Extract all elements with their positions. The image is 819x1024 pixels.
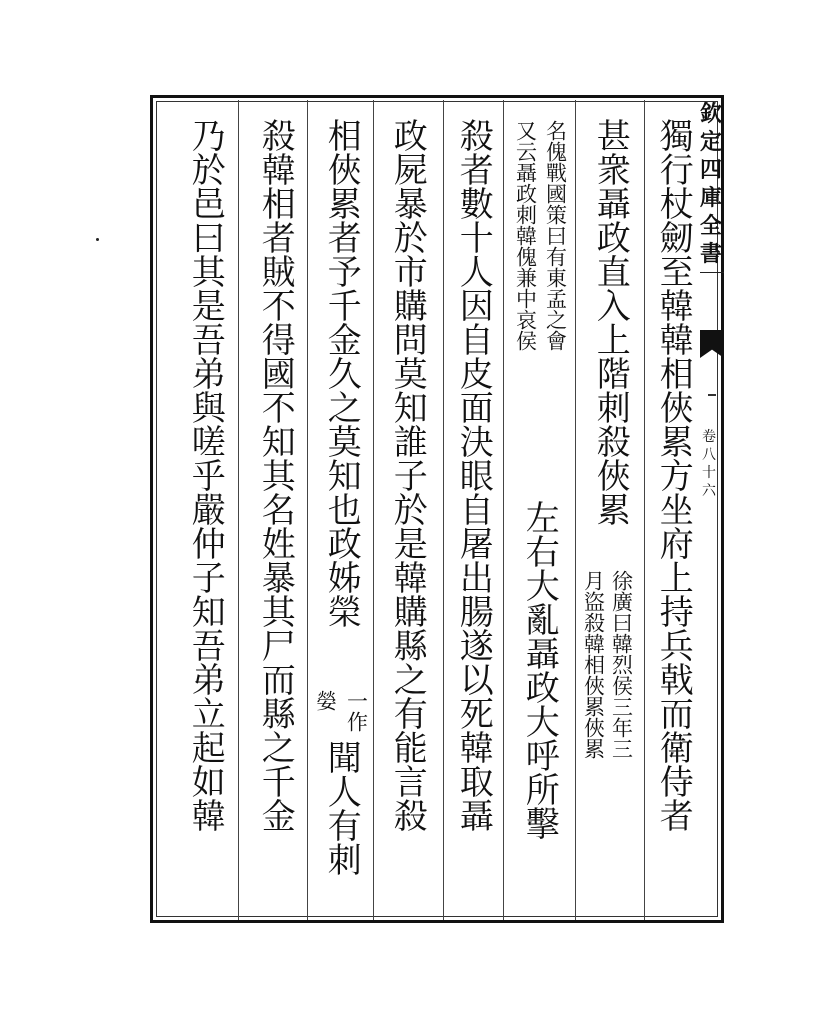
juan-number-text: 卷八十六 bbox=[702, 429, 716, 499]
note-text: 嫈 bbox=[313, 690, 338, 711]
column-rule bbox=[373, 100, 374, 920]
column-rule bbox=[238, 100, 239, 920]
column-text: 左右大亂聶政大呼所擊 bbox=[519, 500, 560, 840]
note-column bbox=[580, 570, 606, 759]
page-frame bbox=[150, 95, 724, 923]
text-column bbox=[516, 500, 562, 840]
text-column bbox=[450, 118, 496, 832]
note-column bbox=[542, 120, 568, 351]
margin-title-text: 欽定四庫全書 bbox=[700, 101, 723, 267]
column-text: 殺者數十人因自皮面決眼自屠出腸遂以死韓取聶 bbox=[453, 118, 494, 832]
text-column bbox=[318, 740, 364, 876]
juan-number bbox=[702, 428, 722, 500]
text-column bbox=[252, 118, 298, 832]
column-rule bbox=[503, 100, 504, 920]
scan-speck bbox=[96, 238, 99, 241]
note-column bbox=[343, 690, 369, 732]
column-text: 政屍暴於市購問莫知誰子於是韓購縣之有能言殺 bbox=[387, 118, 428, 832]
note-text: 名傀戰國策曰有東孟之會 bbox=[543, 120, 568, 351]
note-text: 徐廣曰韓烈侯三年三 bbox=[609, 570, 634, 759]
column-rule bbox=[443, 100, 444, 920]
column-text: 殺韓相者賊不得國不知其名姓暴其尸而縣之千金 bbox=[255, 118, 296, 832]
note-text: 月盜殺韓相俠累俠累 bbox=[581, 570, 606, 759]
text-column bbox=[587, 118, 633, 526]
column-text: 聞人有刺 bbox=[321, 740, 362, 876]
text-column bbox=[650, 118, 696, 832]
column-rule bbox=[307, 100, 308, 920]
text-column bbox=[318, 118, 364, 628]
text-column bbox=[182, 118, 228, 832]
column-text: 甚衆聶政直入上階刺殺俠累 bbox=[590, 118, 631, 526]
column-rule bbox=[575, 100, 576, 920]
note-column bbox=[312, 690, 338, 711]
margin-title bbox=[700, 100, 724, 273]
text-column bbox=[384, 118, 430, 832]
column-text: 乃於邑曰其是吾弟與嗟乎嚴仲子知吾弟立起如韓 bbox=[185, 118, 226, 832]
note-column bbox=[512, 120, 538, 351]
column-text: 相俠累者予千金久之莫知也政姊榮 bbox=[321, 118, 362, 628]
column-text: 獨行杖劒至韓韓相俠累方坐府上持兵戟而衛侍者 bbox=[653, 118, 694, 832]
note-text: 又云聶政刺韓傀兼中哀侯 bbox=[513, 120, 538, 351]
column-rule bbox=[644, 100, 645, 920]
note-column bbox=[608, 570, 634, 759]
note-text: 一作 bbox=[344, 690, 369, 732]
margin-tick bbox=[708, 394, 716, 396]
